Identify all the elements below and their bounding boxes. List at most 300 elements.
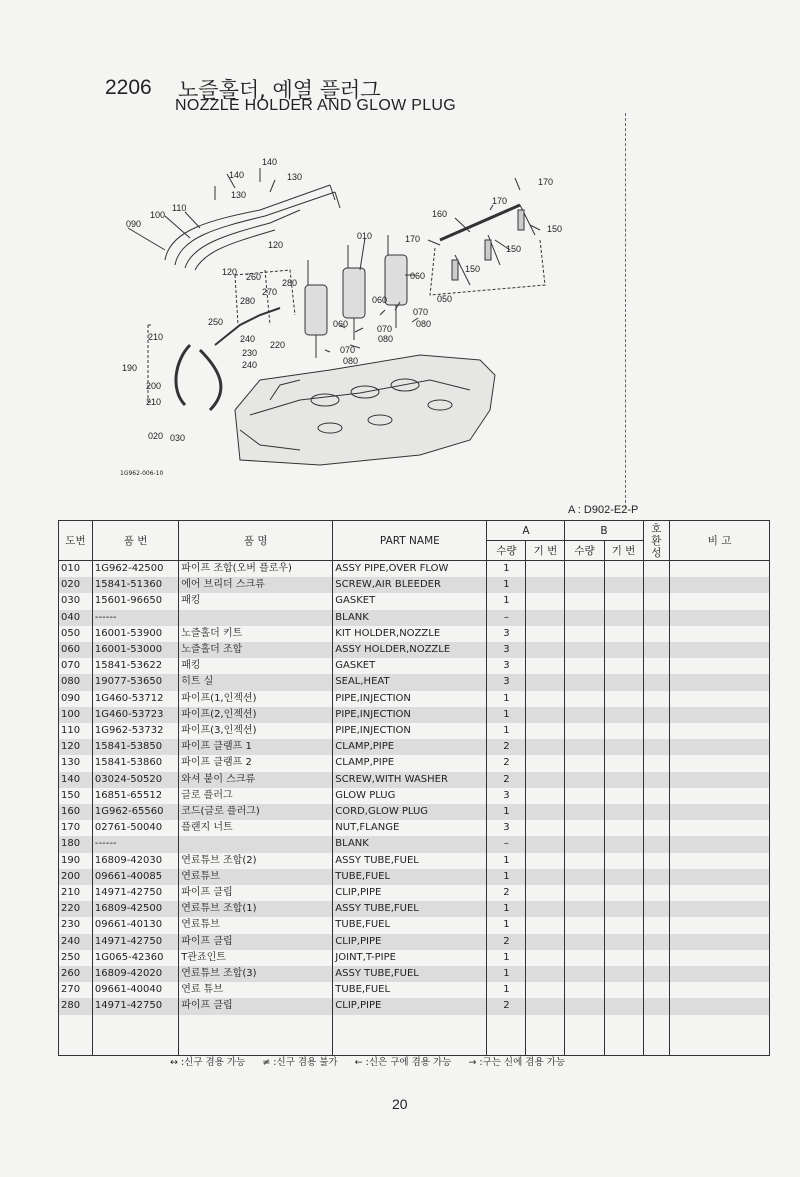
row-qty-a: 1	[487, 869, 526, 885]
row-compat	[643, 642, 670, 658]
row-serial-a	[526, 982, 565, 998]
svg-text:120: 120	[222, 267, 238, 277]
row-qty-b	[565, 674, 604, 690]
row-compat	[643, 853, 670, 869]
header-part-no: 품 번	[92, 521, 178, 561]
empty-cell	[670, 1015, 770, 1056]
row-remarks	[670, 723, 770, 739]
row-no: 120	[59, 739, 93, 755]
row-remarks	[670, 788, 770, 804]
row-qty-b	[565, 982, 604, 998]
row-compat	[643, 772, 670, 788]
row-serial-b	[604, 723, 643, 739]
row-qty-b	[565, 626, 604, 642]
svg-text:070: 070	[340, 345, 356, 355]
row-part-name: ASSY HOLDER,NOZZLE	[333, 642, 487, 658]
table-row	[59, 561, 770, 578]
row-part-no: 14971-42750	[92, 998, 178, 1014]
row-part-no: 09661-40130	[92, 917, 178, 933]
row-compat	[643, 804, 670, 820]
row-serial-a	[526, 772, 565, 788]
row-part-name: TUBE,FUEL	[333, 917, 487, 933]
empty-cell	[179, 1015, 333, 1056]
row-no: 070	[59, 658, 93, 674]
row-qty-b	[565, 998, 604, 1014]
empty-cell	[604, 1015, 643, 1056]
svg-text:070: 070	[413, 307, 429, 317]
row-part-no: 19077-53650	[92, 674, 178, 690]
header-no: 도번	[59, 521, 93, 561]
row-remarks	[670, 674, 770, 690]
row-part-name: ASSY PIPE,OVER FLOW	[333, 561, 487, 578]
row-serial-b	[604, 788, 643, 804]
row-part-no: 1G962-65560	[92, 804, 178, 820]
row-serial-a	[526, 885, 565, 901]
row-qty-a: 1	[487, 707, 526, 723]
row-compat	[643, 836, 670, 852]
row-qty-b	[565, 772, 604, 788]
row-name-kr: 파이프(2,인젝션)	[179, 707, 333, 723]
row-qty-b	[565, 950, 604, 966]
header-remarks: 비 고	[670, 521, 770, 561]
svg-text:190: 190	[122, 363, 138, 373]
row-qty-a: 1	[487, 723, 526, 739]
row-remarks	[670, 610, 770, 626]
row-no: 200	[59, 869, 93, 885]
row-serial-a	[526, 561, 565, 578]
row-part-name: ASSY TUBE,FUEL	[333, 853, 487, 869]
row-compat	[643, 739, 670, 755]
row-qty-b	[565, 820, 604, 836]
svg-text:280: 280	[240, 296, 256, 306]
exploded-parts-diagram	[0, 110, 800, 510]
row-compat	[643, 674, 670, 690]
row-serial-b	[604, 642, 643, 658]
row-remarks	[670, 998, 770, 1014]
row-remarks	[670, 966, 770, 982]
table-row	[59, 755, 770, 771]
row-compat	[643, 950, 670, 966]
row-qty-a: 3	[487, 788, 526, 804]
row-serial-a	[526, 934, 565, 950]
row-remarks	[670, 853, 770, 869]
svg-text:230: 230	[242, 348, 258, 358]
header-serial-a: 기 번	[526, 541, 565, 561]
row-remarks	[670, 950, 770, 966]
row-compat	[643, 998, 670, 1014]
row-no: 280	[59, 998, 93, 1014]
row-serial-b	[604, 869, 643, 885]
empty-cell	[333, 1015, 487, 1056]
row-no: 050	[59, 626, 93, 642]
row-part-name: GLOW PLUG	[333, 788, 487, 804]
row-qty-b	[565, 593, 604, 609]
row-serial-a	[526, 853, 565, 869]
row-qty-a: 3	[487, 626, 526, 642]
row-name-kr: 패킹	[179, 658, 333, 674]
row-remarks	[670, 820, 770, 836]
parts-table	[58, 520, 770, 1056]
legend-item: ≠ :신구 겸용 불가	[262, 1057, 338, 1068]
row-serial-a	[526, 658, 565, 674]
row-part-no: 15841-51360	[92, 577, 178, 593]
row-qty-a: 2	[487, 772, 526, 788]
row-qty-a: 3	[487, 658, 526, 674]
table-row	[59, 788, 770, 804]
row-part-name: PIPE,INJECTION	[333, 723, 487, 739]
svg-text:070: 070	[377, 324, 393, 334]
table-row	[59, 820, 770, 836]
row-qty-b	[565, 934, 604, 950]
svg-text:130: 130	[287, 172, 303, 182]
row-serial-a	[526, 707, 565, 723]
table-row	[59, 658, 770, 674]
header-qty-a: 수량	[487, 541, 526, 561]
row-no: 140	[59, 772, 93, 788]
row-serial-a	[526, 901, 565, 917]
row-name-kr: 에어 브리더 스크류	[179, 577, 333, 593]
row-serial-a	[526, 966, 565, 982]
row-part-no: 16851-65512	[92, 788, 178, 804]
row-part-name: BLANK	[333, 836, 487, 852]
svg-text:170: 170	[538, 177, 554, 187]
row-part-name: PIPE,INJECTION	[333, 691, 487, 707]
row-name-kr: 플랜지 너트	[179, 820, 333, 836]
svg-text:060: 060	[410, 271, 426, 281]
row-name-kr: 파이프 클립	[179, 998, 333, 1014]
empty-cell	[487, 1015, 526, 1056]
row-serial-a	[526, 820, 565, 836]
row-name-kr: 와셔 붙이 스크류	[179, 772, 333, 788]
row-qty-b	[565, 577, 604, 593]
svg-text:260: 260	[246, 272, 262, 282]
table-row	[59, 966, 770, 982]
header-compat: 호 환 성	[643, 521, 670, 561]
row-qty-b	[565, 901, 604, 917]
row-no: 240	[59, 934, 93, 950]
svg-text:050: 050	[437, 294, 453, 304]
row-qty-a: 2	[487, 755, 526, 771]
row-name-kr	[179, 610, 333, 626]
row-name-kr: 연료 튜브	[179, 982, 333, 998]
row-part-name: SCREW,WITH WASHER	[333, 772, 487, 788]
svg-text:080: 080	[378, 334, 394, 344]
row-remarks	[670, 577, 770, 593]
row-serial-b	[604, 626, 643, 642]
table-row	[59, 804, 770, 820]
row-qty-a: 3	[487, 820, 526, 836]
row-remarks	[670, 561, 770, 578]
row-serial-b	[604, 610, 643, 626]
row-name-kr: 파이프(3,인젝션)	[179, 723, 333, 739]
row-serial-b	[604, 593, 643, 609]
row-qty-a: 1	[487, 593, 526, 609]
row-qty-a: –	[487, 610, 526, 626]
row-part-no: 15601-96650	[92, 593, 178, 609]
row-part-name: GASKET	[333, 593, 487, 609]
page-number: 20	[392, 1096, 408, 1112]
legend-item: ↔ :신구 겸용 가능	[170, 1057, 246, 1068]
row-compat	[643, 917, 670, 933]
empty-cell	[59, 1015, 93, 1056]
row-part-name: CLIP,PIPE	[333, 885, 487, 901]
row-qty-b	[565, 804, 604, 820]
row-part-no: 16001-53000	[92, 642, 178, 658]
page-title-korean: 노즐홀더, 예열 플러그	[178, 78, 381, 102]
svg-text:210: 210	[146, 397, 162, 407]
row-qty-a: 2	[487, 998, 526, 1014]
svg-text:280: 280	[282, 278, 298, 288]
row-serial-b	[604, 853, 643, 869]
row-remarks	[670, 755, 770, 771]
row-part-no: 1G962-53732	[92, 723, 178, 739]
svg-text:080: 080	[416, 319, 432, 329]
row-qty-b	[565, 658, 604, 674]
row-serial-a	[526, 739, 565, 755]
row-serial-a	[526, 593, 565, 609]
row-no: 110	[59, 723, 93, 739]
svg-text:010: 010	[357, 231, 373, 241]
row-compat	[643, 610, 670, 626]
row-serial-b	[604, 658, 643, 674]
svg-text:150: 150	[547, 224, 563, 234]
table-row	[59, 577, 770, 593]
row-qty-a: 2	[487, 885, 526, 901]
row-compat	[643, 820, 670, 836]
svg-text:140: 140	[262, 157, 278, 167]
row-part-no: 02761-50040	[92, 820, 178, 836]
row-no: 250	[59, 950, 93, 966]
table-row	[59, 901, 770, 917]
svg-text:060: 060	[333, 319, 349, 329]
row-serial-a	[526, 642, 565, 658]
row-part-no: 15841-53850	[92, 739, 178, 755]
header-serial-b: 기 번	[604, 541, 643, 561]
row-no: 170	[59, 820, 93, 836]
row-part-no: 09661-40085	[92, 869, 178, 885]
svg-text:150: 150	[465, 264, 481, 274]
row-no: 030	[59, 593, 93, 609]
table-row	[59, 610, 770, 626]
row-part-name: CLAMP,PIPE	[333, 739, 487, 755]
row-remarks	[670, 772, 770, 788]
row-remarks	[670, 626, 770, 642]
empty-cell	[643, 1015, 670, 1056]
header-col-b: B	[565, 521, 643, 541]
row-remarks	[670, 804, 770, 820]
row-serial-b	[604, 982, 643, 998]
row-name-kr: 파이프 조합(오버 플로우)	[179, 561, 333, 578]
row-serial-a	[526, 691, 565, 707]
row-no: 010	[59, 561, 93, 578]
row-part-no: 1G962-42500	[92, 561, 178, 578]
svg-text:080: 080	[343, 356, 359, 366]
svg-text:270: 270	[262, 287, 278, 297]
row-compat	[643, 593, 670, 609]
row-remarks	[670, 901, 770, 917]
row-serial-b	[604, 901, 643, 917]
row-part-no: ------	[92, 610, 178, 626]
table-row	[59, 642, 770, 658]
row-qty-b	[565, 642, 604, 658]
svg-text:160: 160	[432, 209, 448, 219]
svg-text:240: 240	[240, 334, 256, 344]
row-remarks	[670, 982, 770, 998]
row-part-name: ASSY TUBE,FUEL	[333, 901, 487, 917]
row-remarks	[670, 836, 770, 852]
row-remarks	[670, 885, 770, 901]
row-name-kr: 연료튜브 조합(3)	[179, 966, 333, 982]
row-qty-a: 1	[487, 950, 526, 966]
table-row	[59, 998, 770, 1014]
row-name-kr: 파이프 클립	[179, 934, 333, 950]
row-no: 270	[59, 982, 93, 998]
row-part-no: 09661-40040	[92, 982, 178, 998]
row-serial-b	[604, 804, 643, 820]
row-name-kr: 파이프 클립	[179, 885, 333, 901]
row-part-no: 1G065-42360	[92, 950, 178, 966]
row-no: 150	[59, 788, 93, 804]
row-part-name: JOINT,T-PIPE	[333, 950, 487, 966]
row-serial-b	[604, 739, 643, 755]
row-part-name: SCREW,AIR BLEEDER	[333, 577, 487, 593]
row-qty-a: 1	[487, 804, 526, 820]
header-col-a: A	[487, 521, 565, 541]
row-no: 040	[59, 610, 93, 626]
row-compat	[643, 901, 670, 917]
compatibility-legend	[170, 1054, 579, 1068]
row-qty-b	[565, 561, 604, 578]
row-qty-a: 1	[487, 901, 526, 917]
row-part-no: 16809-42030	[92, 853, 178, 869]
table-row	[59, 707, 770, 723]
row-part-no: 16809-42500	[92, 901, 178, 917]
row-qty-b	[565, 869, 604, 885]
table-row	[59, 982, 770, 998]
row-serial-b	[604, 966, 643, 982]
svg-text:200: 200	[146, 381, 162, 391]
row-name-kr: 파이프(1,인젝션)	[179, 691, 333, 707]
row-qty-a: 1	[487, 853, 526, 869]
row-no: 080	[59, 674, 93, 690]
row-serial-a	[526, 788, 565, 804]
row-compat	[643, 934, 670, 950]
row-qty-a: 1	[487, 966, 526, 982]
row-remarks	[670, 691, 770, 707]
table-row	[59, 950, 770, 966]
row-name-kr: 노즐홀더 조합	[179, 642, 333, 658]
row-serial-b	[604, 820, 643, 836]
row-remarks	[670, 707, 770, 723]
row-serial-a	[526, 723, 565, 739]
row-qty-b	[565, 723, 604, 739]
row-remarks	[670, 739, 770, 755]
row-part-name: GASKET	[333, 658, 487, 674]
row-qty-b	[565, 691, 604, 707]
svg-text:150: 150	[506, 244, 522, 254]
row-part-name: SEAL,HEAT	[333, 674, 487, 690]
row-part-no: 14971-42750	[92, 934, 178, 950]
empty-cell	[526, 1015, 565, 1056]
row-no: 220	[59, 901, 93, 917]
row-qty-b	[565, 788, 604, 804]
row-name-kr: 연료튜브	[179, 917, 333, 933]
row-serial-a	[526, 626, 565, 642]
section-code: 2206	[105, 76, 152, 99]
table-row	[59, 723, 770, 739]
legend-item: ← :신은 구에 겸용 가능	[354, 1057, 452, 1068]
row-serial-b	[604, 885, 643, 901]
row-qty-b	[565, 755, 604, 771]
row-qty-b	[565, 917, 604, 933]
table-row	[59, 885, 770, 901]
row-compat	[643, 755, 670, 771]
row-name-kr: 연료튜브 조합(1)	[179, 901, 333, 917]
row-compat	[643, 577, 670, 593]
row-part-no: 15841-53622	[92, 658, 178, 674]
row-part-name: CORD,GLOW PLUG	[333, 804, 487, 820]
row-part-name: KIT HOLDER,NOZZLE	[333, 626, 487, 642]
row-name-kr: T관죠인트	[179, 950, 333, 966]
row-serial-a	[526, 836, 565, 852]
row-no: 100	[59, 707, 93, 723]
row-part-no: 16809-42020	[92, 966, 178, 982]
table-row	[59, 593, 770, 609]
row-serial-a	[526, 610, 565, 626]
row-no: 130	[59, 755, 93, 771]
row-name-kr	[179, 836, 333, 852]
row-serial-a	[526, 869, 565, 885]
row-name-kr: 히트 실	[179, 674, 333, 690]
row-qty-a: –	[487, 836, 526, 852]
row-qty-a: 3	[487, 642, 526, 658]
row-name-kr: 연료튜브 조합(2)	[179, 853, 333, 869]
legend-item: → :구는 신에 겸용 가능	[468, 1057, 565, 1068]
row-compat	[643, 658, 670, 674]
table-row	[59, 934, 770, 950]
row-serial-b	[604, 674, 643, 690]
table-row	[59, 674, 770, 690]
row-serial-a	[526, 917, 565, 933]
row-compat	[643, 691, 670, 707]
row-part-no: 16001-53900	[92, 626, 178, 642]
row-qty-a: 3	[487, 674, 526, 690]
row-serial-b	[604, 577, 643, 593]
row-qty-b	[565, 610, 604, 626]
row-qty-b	[565, 853, 604, 869]
row-name-kr: 코드(글로 플러그)	[179, 804, 333, 820]
svg-text:120: 120	[268, 240, 284, 250]
model-label: A : D902-E2-P	[568, 504, 639, 516]
row-remarks	[670, 869, 770, 885]
row-compat	[643, 788, 670, 804]
row-no: 230	[59, 917, 93, 933]
row-compat	[643, 966, 670, 982]
row-qty-a: 2	[487, 934, 526, 950]
row-qty-a: 1	[487, 561, 526, 578]
row-no: 210	[59, 885, 93, 901]
row-remarks	[670, 658, 770, 674]
header-name-kr: 품 명	[179, 521, 333, 561]
row-serial-a	[526, 674, 565, 690]
svg-text:240: 240	[242, 360, 258, 370]
row-part-name: CLAMP,PIPE	[333, 755, 487, 771]
row-serial-a	[526, 950, 565, 966]
row-serial-a	[526, 998, 565, 1014]
row-serial-a	[526, 755, 565, 771]
table-filler-row	[59, 1015, 770, 1056]
row-qty-a: 1	[487, 917, 526, 933]
